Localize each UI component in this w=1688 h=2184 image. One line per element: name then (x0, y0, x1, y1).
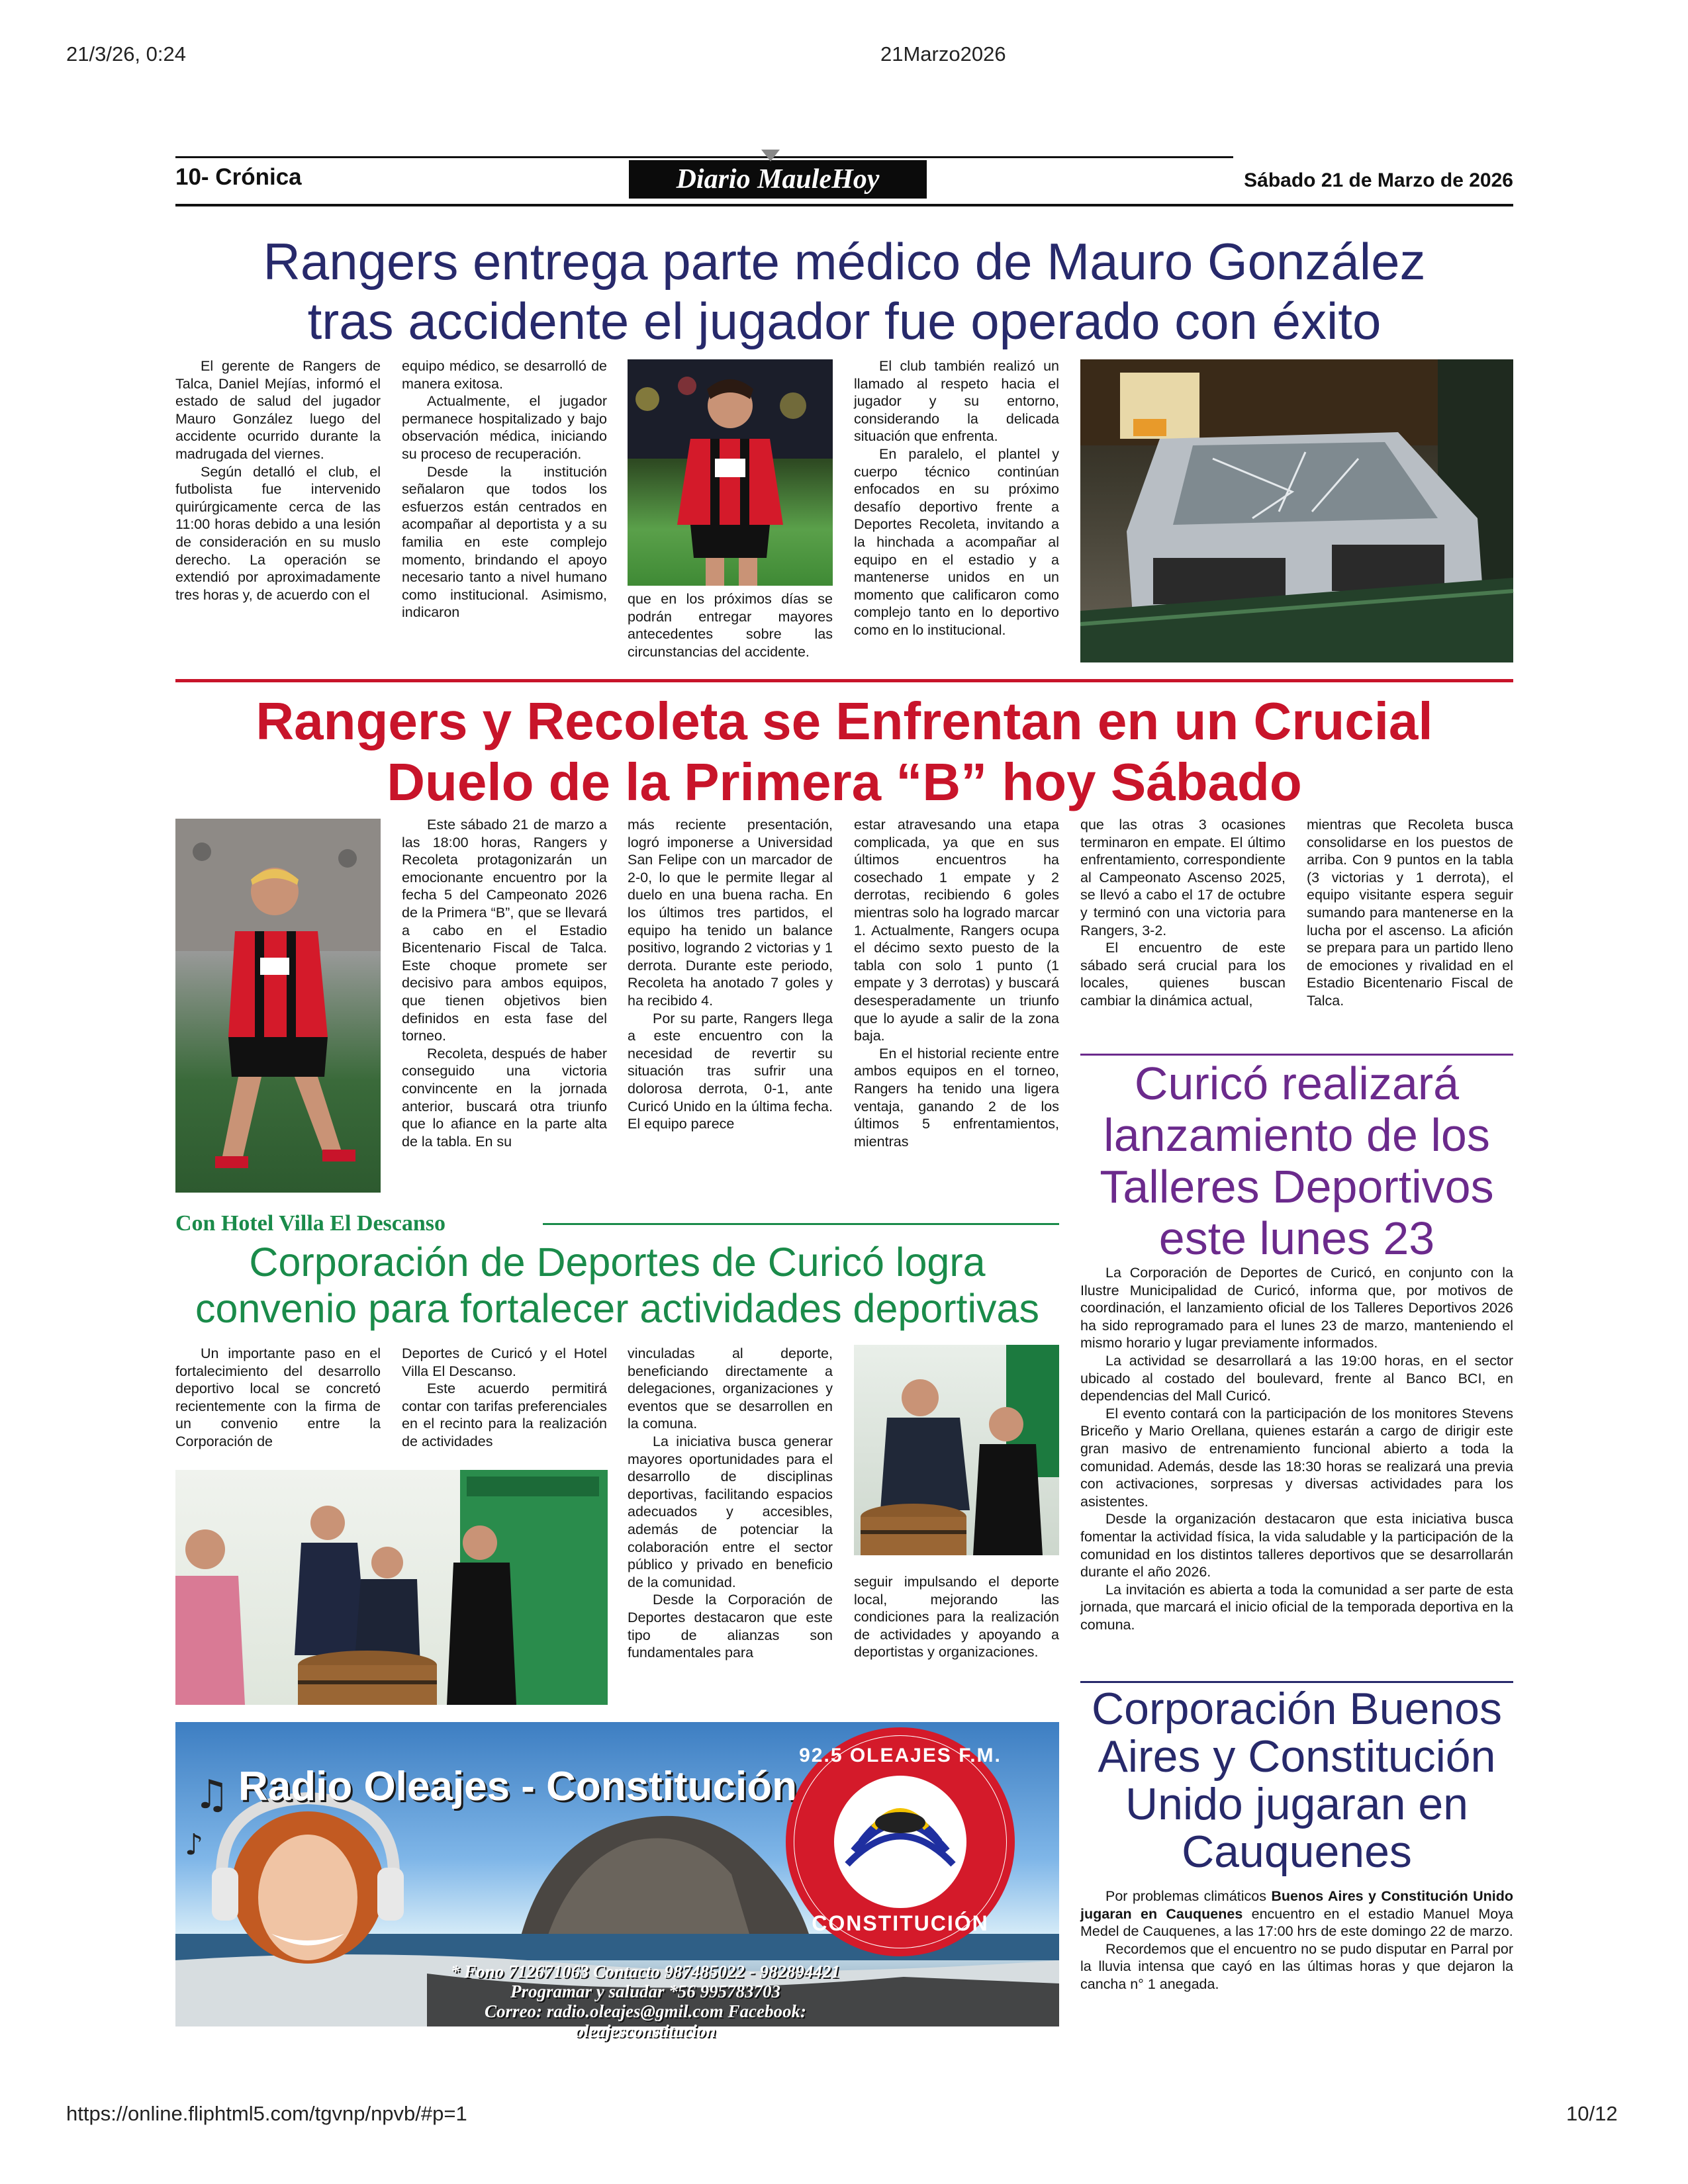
article2-col1-p2: Recoleta, después de haber conseguido una victoria convincente en la jornada anterior, buscará otra triunfo que lo afiance en la parte alta de la tabla. En su (402, 1045, 607, 1150)
article4-p1: La Corporación de Deportes de Curicó, en conjunto con la Ilustre Municipalidad de Curicó, informa que, por motivos de coordinación, el lanzamiento oficial de los Talleres Deportivos 2026 ha sido reprogramado para el lunes 23 de marzo, manteniendo el mismo horario y lugar previamente informados. (1080, 1265, 1513, 1351)
article4-p4: Desde la organización destacaron que esta iniciativa busca fomentar la actividad física, la vida saludable y la participación de la comunidad en los distintos talleres deportivos que se desarrollarán durante el año 2026. (1080, 1511, 1513, 1580)
article5-p2: Recordemos que el encuentro no se pudo disputar en Parral por la lluvia intensa que cayó en las últimas horas y que dejaron la cancha n° 1 anegada. (1080, 1940, 1513, 1992)
radio-badge-bottom-text: CONSTITUCIÓN (812, 1911, 989, 1935)
article1-col3 (628, 590, 833, 660)
article2-col5 (1307, 816, 1513, 1010)
article3-col4-p1: seguir impulsando el deporte local, mejorando las condiciones para la realización de actividades y apoyando a deportistas y organizaciones. (854, 1574, 1059, 1661)
signing-photo-small (854, 1345, 1059, 1555)
radio-badge (786, 1727, 1015, 1956)
article3-col3 (628, 1345, 833, 1662)
article4-headline-line3: Talleres Deportivos (1100, 1161, 1494, 1212)
newspaper-logo: Diario MauleHoy (629, 160, 927, 199)
radio-ad[interactable] (175, 1722, 1059, 2041)
article5-p1-bold: Buenos Aires y Constitución Unido jugaran en Cauquenes (1080, 1888, 1513, 1922)
article4-headline (1080, 1058, 1513, 1264)
article1-col1-p1: El gerente de Rangers de Talca, Daniel Mejías, informó el estado de salud del jugador Mauro González luego del accidente ocurrido durante la madrugada del viernes. (175, 358, 381, 462)
article2-col2-p2: Por su parte, Rangers llega a este encuentro con la necesidad de revertir su situación tras sufrir una dolorosa derrota, 0-1, ante Curicó Unido en la última fecha. El equipo parece (628, 1010, 833, 1132)
article4-headline-line1: Curicó realizará (1134, 1058, 1460, 1109)
article2-col4-p2: El encuentro de este sábado será crucial para los locales, quienes buscan cambiar la dinámica actual, (1080, 940, 1286, 1009)
svg-text:♫: ♫ (194, 1772, 230, 1818)
article2-col3 (854, 816, 1059, 1150)
signing-photo-small-illustration (854, 1345, 1059, 1555)
article2-col3-p2: En el historial reciente entre ambos equipos en el torneo, Rangers ha tenido una ligera ventaja, ganando 2 de los últimos 5 enfrentamientos, mientras (854, 1045, 1059, 1150)
article3-col2-p2: Este acuerdo permitirá contar con tarifas preferenciales en el recinto para la realización de actividades (402, 1381, 607, 1449)
article4-body (1080, 1264, 1513, 1633)
article2-col4-p1: que las otras 3 ocasiones terminaron en empate. El último enfrentamiento, correspondiente al Campeonato Ascenso 2025, se llevó a cabo el 17 de octubre y terminó con una victoria para Rangers, 3-2. (1080, 817, 1286, 938)
car-photo (1080, 359, 1513, 662)
article5-p1 (1080, 1888, 1513, 1940)
article4-p5: La invitación es abierta a toda la comunidad a ser parte de esta jornada, que marcará el inicio oficial de la temporada deportiva en la comuna. (1080, 1581, 1513, 1633)
article2-col1-p1: Este sábado 21 de marzo a las 18:00 horas, Rangers y Recoleta protagonizarán un emocionante encuentro por la fecha 5 del Campeonato 2026 de la Primera “B”, que se llevará a cabo en el Estadio Bicentenario Fiscal de Talca. Este choque promete ser decisivo para ambos equipos, que tienen objetivos bien definidos en esta fase del torneo. (402, 817, 607, 1044)
svg-text:♪: ♪ (185, 1828, 204, 1862)
article1-col2-p2: Actualmente, el jugador permanece hospitalizado y bajo observación médica, iniciando su proceso de recuperación. (402, 393, 607, 462)
article5-top-rule (1080, 1681, 1513, 1683)
article3-col3-p3: Desde la Corporación de Deportes destacaron que este tipo de alianzas son fundamentales para (628, 1592, 833, 1661)
article1-col1-p2: Según detalló el club, el futbolista fue intervenido quirúrgicamente cerca de las 11:00 horas debido a una lesión de consideración en su muslo derecho. La operación se extendió por aproximadamente tres horas y, de acuerdo con el (175, 463, 381, 603)
article1-col4-p2: En paralelo, el plantel y cuerpo técnico continúan enfocados en su próximo desafío deportivo frente a Deportes Recoleta, invitando a la hinchada a acompañar al equipo en el estadio y a mantenerse unidos en un momento que calificaron como complejo tanto en lo deportivo como en lo institucional. (854, 445, 1059, 638)
article1-headline-line2: tras accidente el jugador fue operado con éxito (307, 292, 1382, 350)
article1-col1 (175, 357, 381, 604)
article5-p1-suffix: encuentro en el estadio Manuel Moya Medel de Cauquenes, a las 17:00 hrs de este domingo 22 de marzo. (1080, 1905, 1513, 1940)
print-url[interactable]: https://online.fliphtml5.com/tgvnp/npvb/#p=1 (66, 2102, 467, 2125)
article3-headline (175, 1239, 1059, 1332)
article3-col4 (854, 1573, 1059, 1661)
article1-col2-p1: equipo médico, se desarrolló de manera exitosa. (402, 358, 607, 392)
article2-col5-p1: mientras que Recoleta busca consolidarse en los puestos de arriba. Con 9 puntos en la tabla (3 victorias y 1 derrota), el equipo visitante espera seguir sumando para mantenerse en la lucha por el ascenso. La afición se prepara para un partido lleno de emociones y rivalidad en el Estadio Bicentenario Fiscal de Talca. (1307, 817, 1513, 1009)
masthead-top-rule (175, 156, 1233, 158)
player2-photo-illustration (175, 819, 381, 1193)
article1-col3-p1: que en los próximos días se podrán entregar mayores antecedentes sobre las circunstancias del accidente. (628, 591, 833, 660)
red-divider (175, 679, 1513, 682)
article2-col1 (402, 816, 607, 1150)
article2-col3-p1: estar atravesando una etapa complicada, ya que en sus últimos encuentros ha cosechado 1 empate y 2 derrotas, recibiendo 6 goles mientras solo ha logrado marcar 1. Actualmente, Rangers ocupa el décimo sexto puesto de la tabla con solo 1 punto (1 empate y 3 derrotas) y buscará desesperadamente un triunfo que lo ayude a salir de la zona baja. (854, 817, 1059, 1044)
player1-photo-illustration (628, 359, 833, 586)
print-doc-title: 21Marzo2026 (880, 42, 1006, 66)
player1-photo (628, 359, 833, 586)
article1-headline-line1: Rangers entrega parte médico de Mauro González (263, 232, 1426, 291)
masthead-date: Sábado 21 de Marzo de 2026 (1244, 169, 1513, 191)
article3-headline-line2: convenio para fortalecer actividades deportivas (195, 1286, 1039, 1331)
article4-p2: La actividad se desarrollará a las 19:00 horas, en el sector ubicado al costado del boulevard, frente al Banco BCI, en dependencias del Mall Curicó. (1080, 1352, 1513, 1404)
article5-headline-line4: Cauquenes (1182, 1827, 1412, 1877)
article1-col2-p3: Desde la institución señalaron que todos los esfuerzos están centrados en acompañar al deportista y a su familia en este complejo momento, brindando el apoyo necesario tanto a nivel humano como institucional. Asimismo, indicaron (402, 463, 607, 621)
article5-headline (1080, 1685, 1513, 1876)
article3-headline-line1: Corporación de Deportes de Curicó logra (249, 1240, 986, 1285)
car-photo-illustration (1080, 359, 1513, 662)
article5-headline-line1: Corporación Buenos (1092, 1684, 1502, 1734)
article1-col4 (854, 357, 1059, 639)
article1-headline (175, 232, 1513, 351)
article5-headline-line2: Aires y Constitución (1098, 1731, 1496, 1782)
article2-col2 (628, 816, 833, 1133)
article2-col2-p1: más reciente presentación, logró imponerse a Universidad San Felipe con un marcador de 2-0, lo que le permite llegar al duelo en una buena racha. En los últimos tres partidos, el equipo ha tenido un balance positivo, logrando 2 victorias y 1 derrota. Durante este periodo, Recoleta ha anotado 7 goles y ha recibido 4. (628, 817, 833, 1009)
radio-badge-top-text: 92.5 OLEAJES F.M. (799, 1745, 1002, 1766)
article1-col4-p1: El club también realizó un llamado al respeto hacia el jugador y su entorno, considerando la delicada situación que enfrenta. (854, 358, 1059, 445)
article2-headline-line2: Duelo de la Primera “B” hoy Sábado (387, 752, 1302, 811)
print-datetime: 21/3/26, 0:24 (66, 42, 186, 66)
signing-photo-large (175, 1470, 608, 1705)
article4-top-rule (1080, 1054, 1513, 1056)
article2-headline-line1: Rangers y Recoleta se Enfrentan en un Crucial (256, 692, 1433, 751)
article3-col1 (175, 1345, 381, 1451)
article4-p3: El evento contará con la participación de los monitores Stevens Briceño y Mario Orellana, quienes estarán a cargo de dirigir este gran masivo de entrenamiento funcional abierto a toda la comunidad. Además, desde las 18:30 horas se realizará una previa con activaciones, sorpresas y diversas actividades para los asistentes. (1080, 1405, 1513, 1510)
article3-col1-p1: Un importante paso en el fortalecimiento del desarrollo deportivo local se concretó recientemente con la firma de un convenio entre la Corporación de (175, 1345, 381, 1449)
radio-ad-contact-line3: Correo: radio.oleajes@gmil.com Facebook: oleajesconstitucion (485, 2001, 806, 2041)
article4-headline-line4: este lunes 23 (1158, 1212, 1435, 1264)
article3-col2-p1: Deportes de Curicó y el Hotel Villa El Descanso. (402, 1345, 607, 1379)
masthead-bottom-rule (175, 204, 1513, 206)
article2-headline (175, 691, 1513, 813)
article5-p1-prefix: Por problemas climáticos (1105, 1888, 1272, 1904)
player2-photo (175, 819, 381, 1193)
article3-col3-p2: La iniciativa busca generar mayores oportunidades para el desarrollo de disciplinas deportivas, facilitando espacios adecuados y accesibles, además de potenciar la colaboración entre el sector público y privado en beneficio de la comunidad. (628, 1433, 833, 1590)
article5-headline-line3: Unido jugaran en (1125, 1779, 1468, 1829)
article1-col2 (402, 357, 607, 621)
article2-col4 (1080, 816, 1286, 1010)
print-page-counter: 10/12 (1566, 2102, 1618, 2125)
article3-kicker: Con Hotel Villa El Descanso (175, 1211, 446, 1236)
article3-kicker-rule (543, 1223, 1059, 1225)
article4-headline-line2: lanzamiento de los (1103, 1109, 1490, 1161)
article5-body (1080, 1888, 1513, 1993)
signing-photo-large-illustration (175, 1470, 608, 1705)
radio-ad-contact (414, 1962, 877, 2041)
radio-ad-contact-line1: * Fono 712671063 Contacto 987485022 - 982894421 (450, 1962, 841, 1981)
article3-col3-p1: vinculadas al deporte, beneficiando directamente a delegaciones, organizaciones y eventos que se desarrollen en la comuna. (628, 1345, 833, 1432)
article3-col2 (402, 1345, 607, 1451)
radio-ad-title: Radio Oleajes - Constitución (238, 1764, 797, 1809)
section-label: 10- Crónica (175, 164, 302, 190)
radio-ad-contact-line2: Programar y saludar *56 995783703 (510, 1981, 781, 2001)
